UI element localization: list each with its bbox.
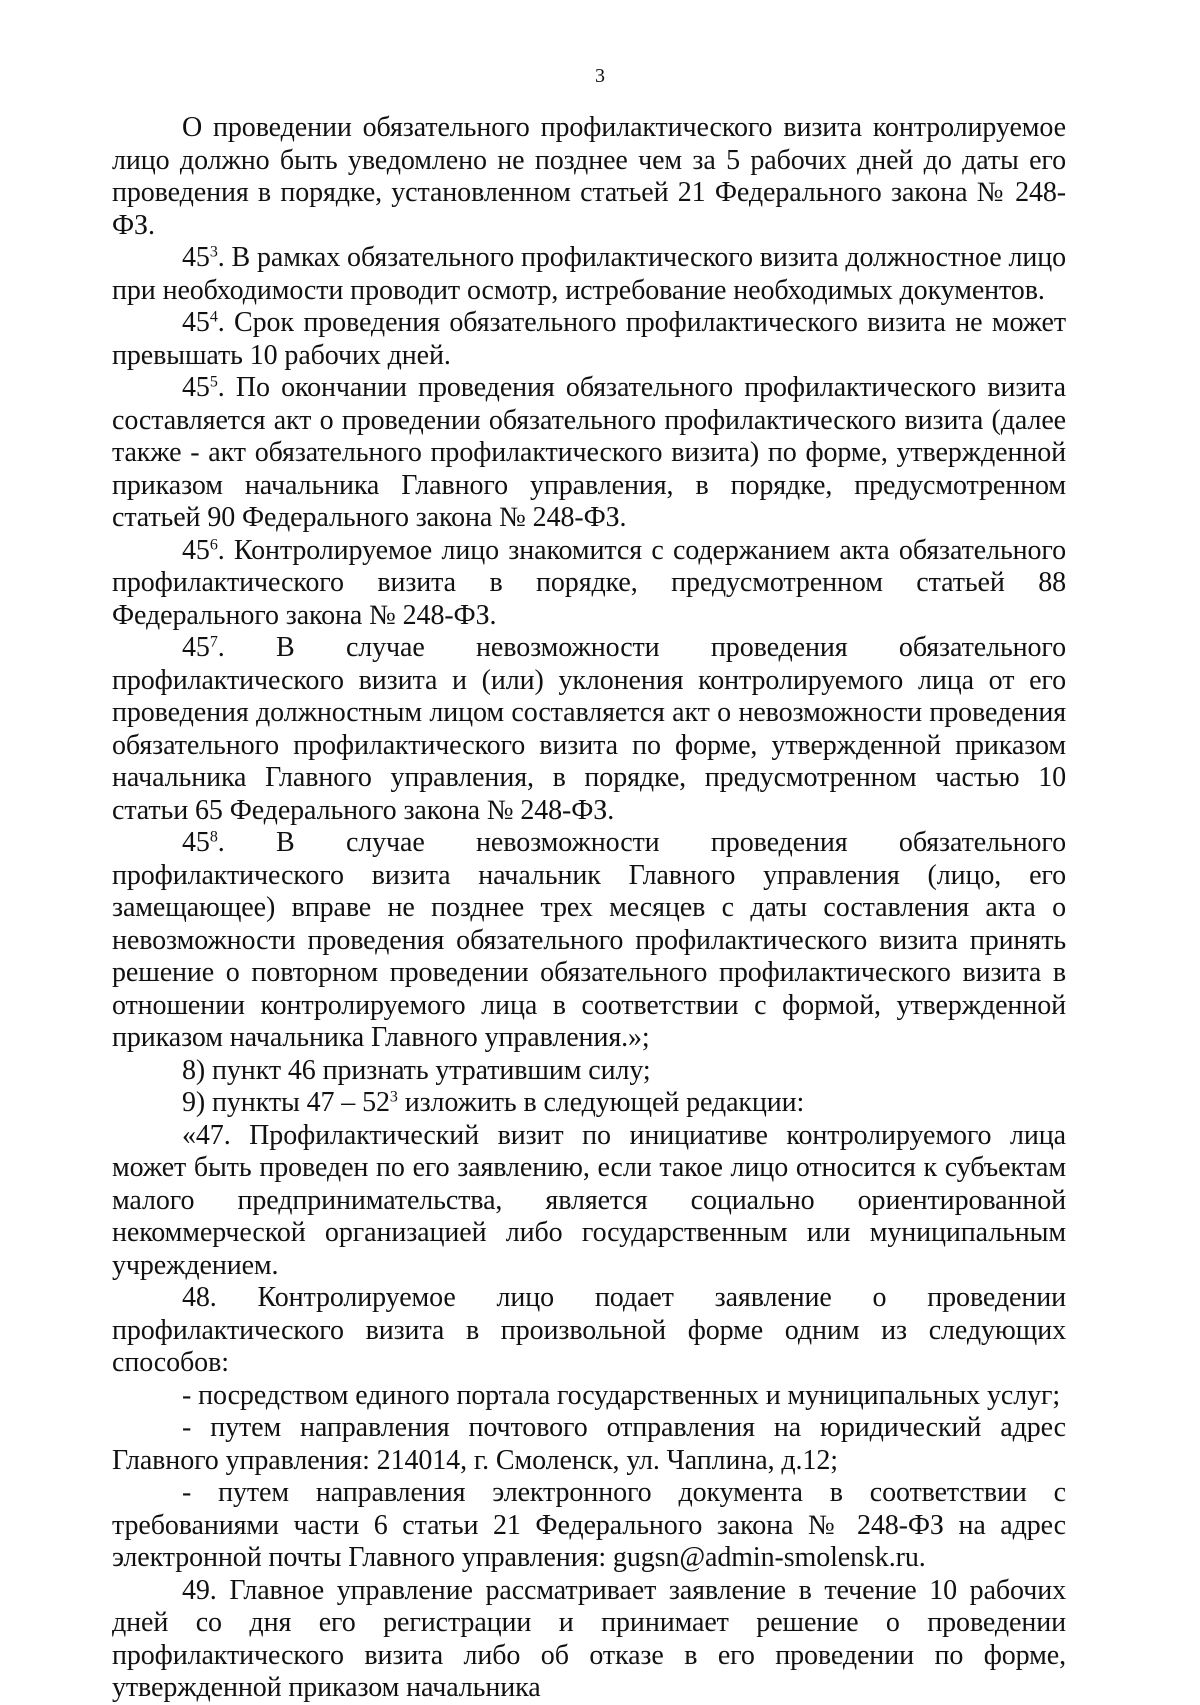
- method-portal: [112, 1380, 1066, 1413]
- clause-number: $45^7$: [182, 632, 218, 663]
- clause-text: . В рамках обязательного профилактического визита должностное лицо при необходимости проводит осмотр, истребование необходимых документов.: [112, 242, 1066, 306]
- clause-number: $45^5$: [182, 372, 218, 403]
- clause-number: 9) пункты $47 - 52^3$: [182, 1087, 398, 1118]
- paragraph-text: 8) пункт 46 признать утратившим силу;: [182, 1054, 651, 1086]
- paragraph-text: 49. Главное управление рассматривает заявление в течение 10 рабочих дней со дня его регистрации и принимает решение о проведении профилактического визита либо об отказе в его проведении по форме, утвержденной приказом начальника: [112, 1574, 1066, 1703]
- paragraph-text: 48. Контролируемое лицо подает заявление о проведении профилактического визита в произвольной форме одним из следующих способов:: [112, 1282, 1066, 1378]
- clause-number: $45^8$: [182, 827, 218, 858]
- method-post: [112, 1412, 1066, 1477]
- paragraph-text: О проведении обязательного профилактического визита контролируемое лицо должно быть уведомлено не позднее чем за 5 рабочих дней до даты его проведения в порядке, установленном статьей 21 Федерального закона № 248-ФЗ.: [112, 112, 1066, 241]
- clause-number: $45^6$: [182, 534, 218, 566]
- paragraph-text: - посредством единого портала государственных и муниципальных услуг;: [182, 1379, 1061, 1411]
- clause-text: . По окончании проведения обязательного профилактического визита составляется акт о проведении обязательного профилактического визита (далее также - акт обязательного профилактического визита) по форме, утвержденной приказом начальника Главного управления, в порядке, предусмотренном статьей 90 Федерального закона № 248-ФЗ.: [112, 372, 1066, 533]
- document-body: [112, 112, 1066, 1705]
- clause-45-7: [112, 632, 1066, 827]
- paragraph-notification-deadline: [112, 112, 1066, 242]
- clause-45-6: [112, 535, 1066, 633]
- paragraph-text: «47. Профилактический визит по инициативе контролируемого лица может быть проведен по его заявлению, если такое лицо относится к субъектам малого предпринимательства, является социально ориентированной некоммерческой организацией либо государственным или муниципальным учреждением.: [112, 1119, 1066, 1281]
- paragraph-text: - путем направления электронного документа в соответствии с требованиями части 6 статьи 21 Федерального закона № 248-ФЗ на адрес электронной почты Главного управления: gugsn@admin-smolensk.ru.: [112, 1477, 1066, 1573]
- clause-45-3: [112, 242, 1066, 307]
- item-8: [112, 1055, 1066, 1088]
- clause-text: . В случае невозможности проведения обязательного профилактического визита начальник Главного управления (лицо, его замещающее) вправе не позднее трех месяцев с даты составления акта о невозможности проведения обязательного профилактического визита принять решение о повторном проведении обязательного профилактического визита в отношении контролируемого лица в соответствии с формой, утвержденной приказом начальника Главного управления.»;: [112, 827, 1066, 1053]
- clause-48: [112, 1282, 1066, 1380]
- clause-superscript: 3: [389, 1088, 398, 1106]
- clause-superscript: 5: [209, 373, 218, 391]
- paragraph-text: - путем направления почтового отправления на юридический адрес Главного управления: 214014, г. Смоленск, ул. Чаплина, д.12;: [112, 1412, 1066, 1476]
- clause-superscript: 8: [209, 828, 218, 846]
- clause-superscript: 4: [209, 308, 218, 326]
- clause-text: . Контролируемое лицо знакомится с содержанием акта обязательного профилактического визита в порядке, предусмотренном статьей 88 Федерального закона № 248-ФЗ.: [112, 534, 1066, 631]
- clause-text: . Срок проведения обязательного профилактического визита не может превышать 10 рабочих дней.: [112, 307, 1066, 371]
- clause-superscript: 6: [209, 535, 218, 553]
- clause-45-5: [112, 372, 1066, 535]
- clause-number: $45^4$: [182, 307, 218, 338]
- clause-49: [112, 1575, 1066, 1705]
- clause-number: $45^3$: [182, 242, 218, 273]
- clause-text: изложить в следующей редакции:: [397, 1087, 805, 1118]
- clause-superscript: 3: [209, 243, 218, 261]
- clause-47: [112, 1120, 1066, 1283]
- clause-text: . В случае невозможности проведения обязательного профилактического визита и (или) уклонения контролируемого лица от его проведения должностным лицом составляется акт о невозможности проведения обязательного профилактического визита по форме, утвержденной приказом начальника Главного управления, в порядке, предусмотренном частью 10 статьи 65 Федерального закона № 248-ФЗ.: [112, 632, 1066, 826]
- clause-45-8: [112, 827, 1066, 1055]
- page-number: 3: [595, 65, 605, 87]
- method-email: [112, 1477, 1066, 1575]
- item-9: [112, 1087, 1066, 1120]
- clause-45-4: [112, 307, 1066, 372]
- clause-superscript: 7: [209, 633, 218, 651]
